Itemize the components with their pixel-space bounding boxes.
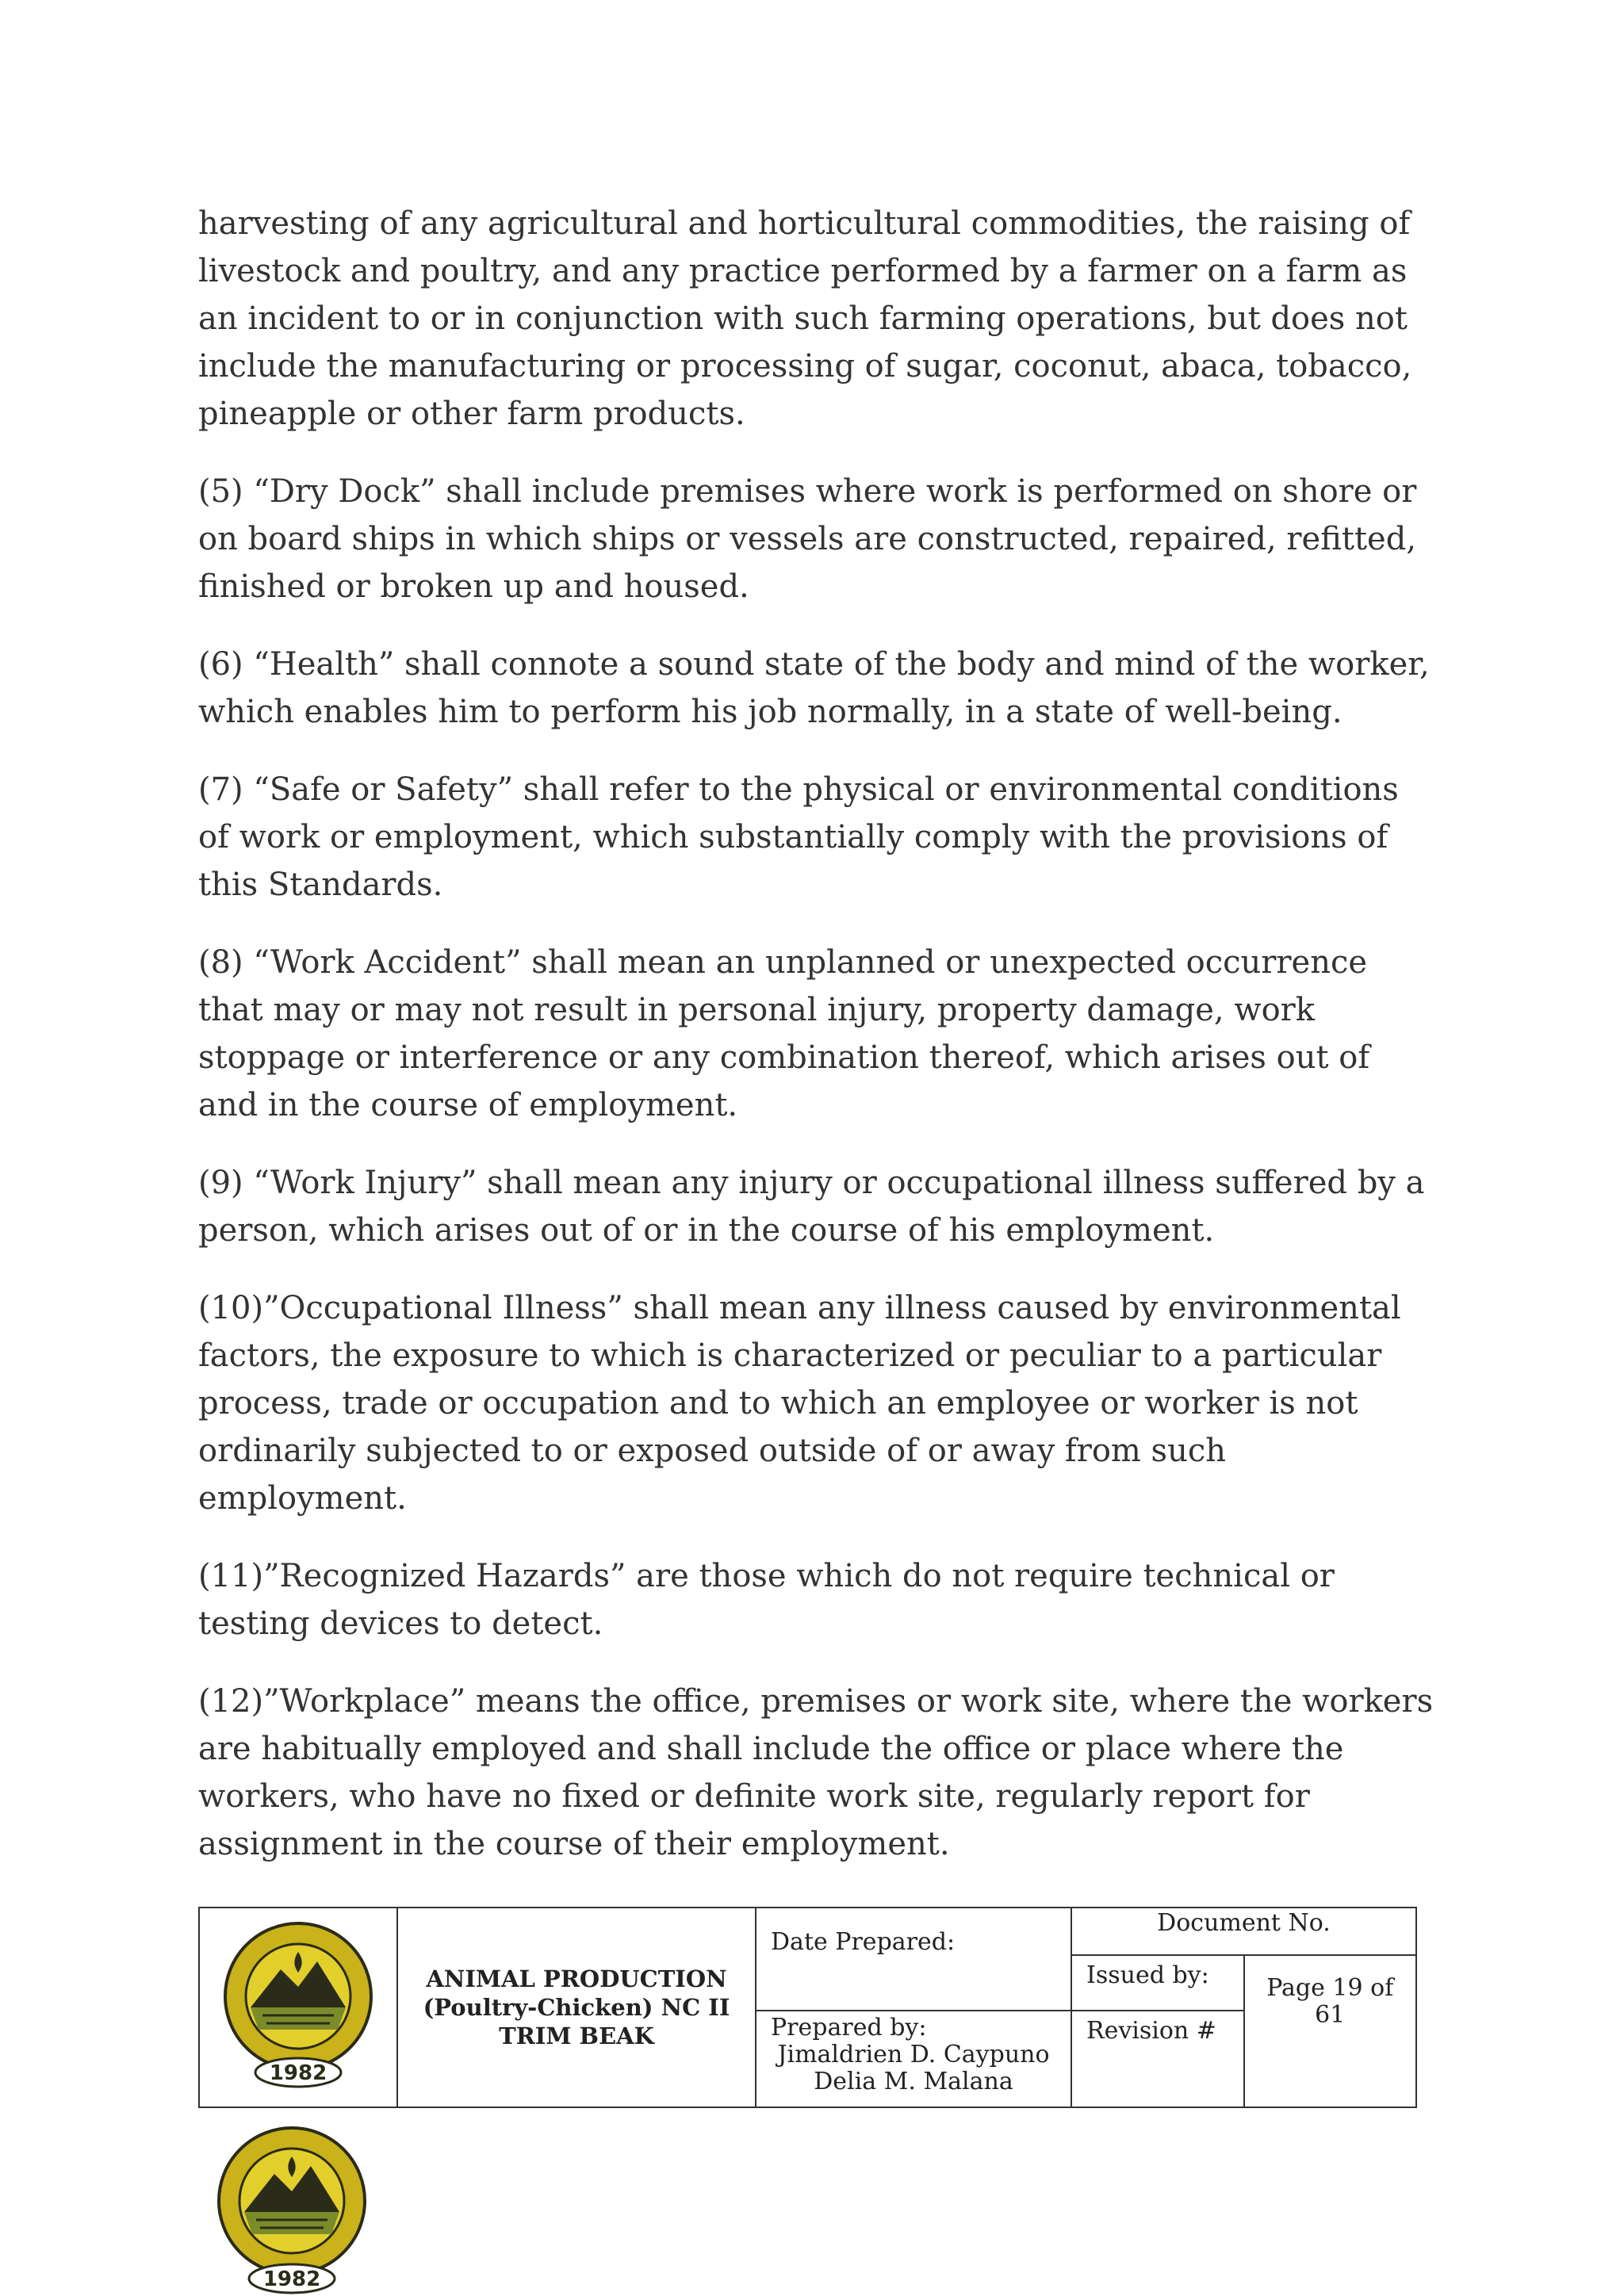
paragraph-dry-dock: (5) “Dry Dock” shall include premises where work is performed on shore or on board ships in which ships or vessels are constructed, repaired, refitted, finished or broken up and housed. [198, 473, 1417, 605]
page-number-cell [1244, 1955, 1417, 2107]
prepared-by-name1: Jimaldrien D. Caypuno [777, 2041, 1050, 2068]
prepared-by-label: Prepared by: [771, 2014, 927, 2042]
prepared-by-cell [756, 2011, 1071, 2107]
logo-year: 1982 [269, 2061, 327, 2085]
paragraph-health: (6) “Health” shall connote a sound state of the body and mind of the worker, which enables him to perform his job normally, in a state of well-being. [198, 646, 1430, 730]
paragraph-recognized-hazards: (11)”Recognized Hazards” are those which do not require technical or testing devices to detect. [198, 1558, 1335, 1642]
body-text [198, 200, 1435, 1898]
document-no-label: Document No. [1157, 1909, 1331, 1937]
paragraph-work-injury: (9) “Work Injury” shall mean any injury or occupational illness suffered by a person, which arises out of or in the course of his employment. [198, 1165, 1425, 1249]
logo-year-bottom: 1982 [262, 2267, 321, 2291]
footer-logo-cell [199, 1908, 397, 2107]
footer-title-line3: TRIM BEAK [499, 2022, 654, 2049]
paragraph-work-accident: (8) “Work Accident” shall mean an unplanned or unexpected occurrence that may or may not result in personal injury, property damage, work stoppage or interference or any combination thereof, which arises out of and in the course of employment. [198, 944, 1370, 1123]
document-footer-table [198, 1907, 1417, 2108]
school-seal-logo [219, 1920, 377, 2091]
date-prepared-cell [756, 1908, 1071, 2011]
paragraph-safety: (7) “Safe or Safety” shall refer to the physical or environmental conditions of work or employment, which substantially comply with the provisions of this Standards. [198, 771, 1399, 903]
paragraph-continuation: harvesting of any agricultural and horticultural commodities, the raising of livestock and poultry, and any practice performed by a farmer on a farm as an incident to or in conjunction with such farming operations, but does not include the manufacturing or processing of sugar, coconut, abaca, tobacco, pineapple or other farm products. [198, 205, 1412, 432]
paragraph-workplace: (12)”Workplace” means the office, premises or work site, where the workers are habitually employed and shall include the office or place where the workers, who have no fixed or definite work site, regularly report for assignment in the course of their employment. [198, 1683, 1434, 1862]
date-prepared-label: Date Prepared: [771, 1928, 956, 1956]
footer-title-line2: (Poultry-Chicken) NC II [423, 1994, 730, 2021]
issued-by-cell [1071, 1955, 1244, 2011]
revision-label: Revision # [1086, 2017, 1216, 2045]
school-seal-logo-bottom [213, 2125, 371, 2296]
page-number-label: Page 19 of 61 [1266, 1974, 1394, 2029]
issued-by-label: Issued by: [1086, 1961, 1209, 1989]
prepared-by-name2: Delia M. Malana [814, 2068, 1013, 2095]
footer-title-cell [397, 1908, 756, 2107]
revision-cell [1071, 2011, 1244, 2107]
paragraph-occupational-illness: (10)”Occupational Illness” shall mean any illness caused by environmental factors, the exposure to which is characterized or peculiar to a particular process, trade or occupation and to which an employee or worker is not ordinarily subjected to or exposed outside of or away from such employment. [198, 1290, 1401, 1517]
bottom-logo [213, 2125, 371, 2296]
document-no-cell [1071, 1908, 1416, 1955]
footer-title-line1: ANIMAL PRODUCTION [426, 1965, 727, 1992]
